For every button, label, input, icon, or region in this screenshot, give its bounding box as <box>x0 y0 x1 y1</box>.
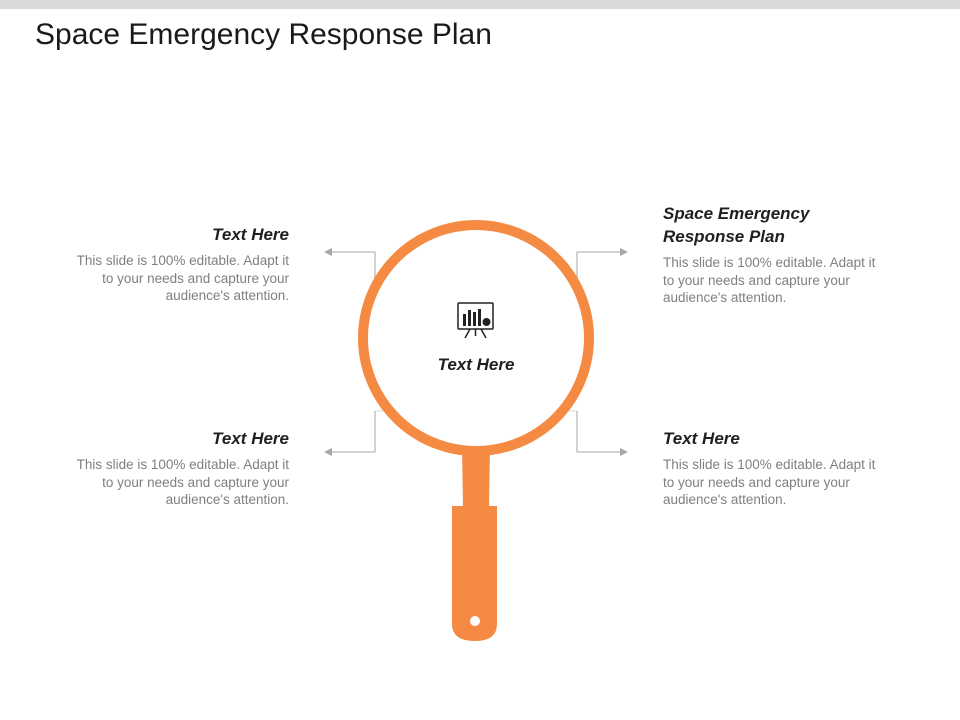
block-heading: Text Here <box>212 429 289 448</box>
connector-top-left <box>325 252 375 292</box>
connector-bottom-left <box>325 411 375 452</box>
connector-top-right <box>577 252 627 292</box>
block-heading: Text Here <box>663 429 740 448</box>
handle-hole <box>470 616 480 626</box>
magnifier-lens <box>363 225 589 451</box>
block-heading: Text Here <box>212 225 289 244</box>
text-block-top-left <box>67 223 289 305</box>
center-label: Text Here <box>437 355 515 374</box>
magnifier-icon <box>363 225 589 641</box>
block-body: This slide is 100% editable. Adapt it to your needs and capture your audience's attention. <box>663 255 876 305</box>
block-body: This slide is 100% editable. Adapt it to your needs and capture your audience's attention. <box>76 457 289 507</box>
text-block-top-right <box>663 202 885 307</box>
text-block-bottom-left <box>67 427 289 509</box>
block-heading: Space Emergency Response Plan <box>663 204 810 246</box>
connector-bottom-right <box>577 411 627 452</box>
text-block-bottom-right <box>663 427 885 509</box>
block-body: This slide is 100% editable. Adapt it to your needs and capture your audience's attention. <box>663 457 876 507</box>
block-body: This slide is 100% editable. Adapt it to your needs and capture your audience's attention. <box>76 253 289 303</box>
slide-title: Space Emergency Response Plan <box>35 18 492 51</box>
